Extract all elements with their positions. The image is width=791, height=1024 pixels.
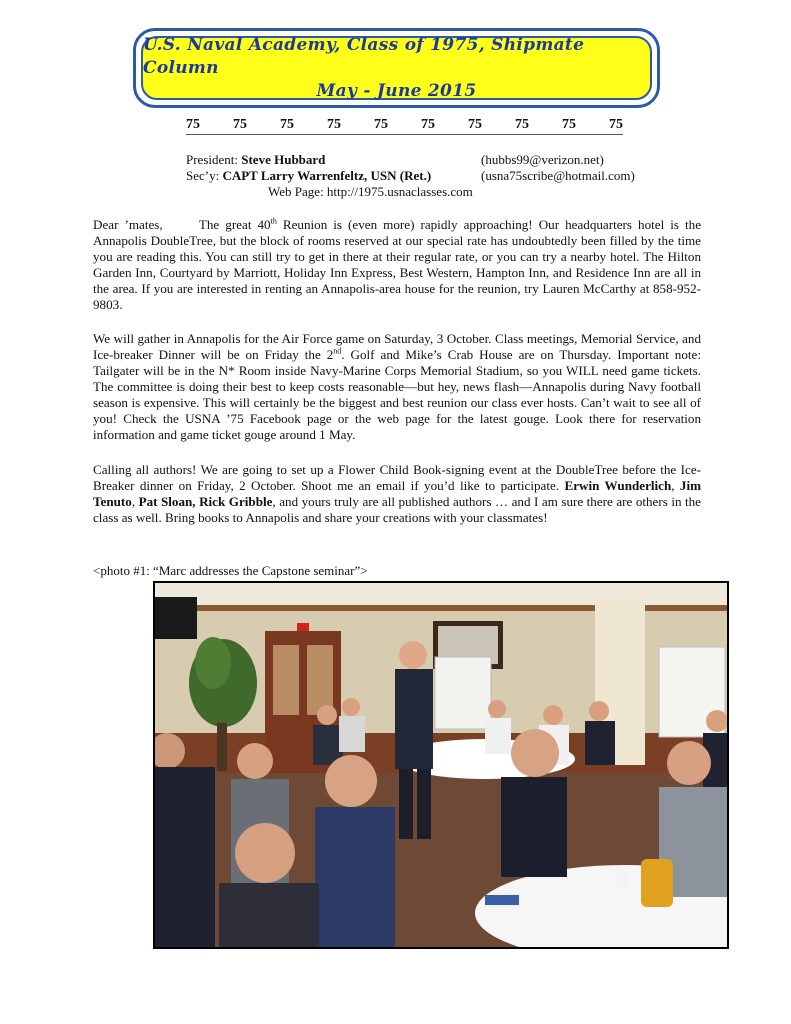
class-year-mark: 75 (186, 117, 200, 132)
para1-text-a: The great 40 (198, 217, 271, 232)
para1-sup: th (270, 216, 277, 226)
para1-text-b: Reunion is (even more) rapidly approaching! Our headquarters hotel is the Annapolis DoubleTree, but the block of rooms reserved at our special rate has undoubtedly been filled by the time you are reading this. You can still try to get in there at their regular rate, or you can try a nearby hotel. The Hilton Garden Inn, Courtyard by Marriott, Holiday Inn Express, Best Western, Hampton Inn, and Residence Inn are all in the area. If you are interested in renting an Annapolis-area house for the reunion, try Lauren McCarthy at 858-952-9803. (93, 217, 702, 312)
president-email[interactable]: (hubbs99@verizon.net) (481, 152, 604, 167)
author-wunderlich: Erwin Wunderlich (564, 478, 672, 493)
greeting: Dear ’mates, (93, 217, 163, 232)
para2-sup: nd (333, 346, 342, 356)
author-sloan-gribble: Pat Sloan, Rick Gribble (138, 494, 273, 509)
author-tenuto: Jim Tenuto (93, 478, 701, 509)
para3-sep2: , (131, 494, 139, 509)
web-page-label: Web Page: (268, 184, 324, 199)
authors-paragraph (93, 462, 701, 526)
column-banner (133, 28, 660, 108)
secretary-row (186, 168, 656, 184)
para2-text-b: . Golf and Mike’s Crab House are on Thursday. Important note: Tailgater will be in the N* Room inside Navy-Marine Corps Memorial Stadium, so you WILL need game tickets. The committee is doing their best to keep costs reasonable—but hey, news flash—Annapolis during Navy football season is expensive. This will certainly be the biggest and best reunion our class ever hosts. Can’t wait to see all of you! Check the USNA ’75 Facebook page or the web page for the latest gouge. Look there for reservation information and game ticket gouge around 1 May. (93, 347, 701, 442)
web-page-row (186, 184, 738, 200)
banner-title: U.S. Naval Academy, Class of 1975, Shipmate Column (143, 34, 585, 78)
secretary-email[interactable]: (usna75scribe@hotmail.com) (481, 168, 635, 183)
class-year-mark: 75 (468, 117, 482, 132)
president-row (186, 152, 656, 168)
class-year-mark: 75 (280, 117, 294, 132)
president-name: Steve Hubbard (241, 152, 326, 167)
class-year-mark: 75 (515, 117, 529, 132)
president-label: President: (186, 152, 238, 167)
column-banner-inner (141, 36, 652, 100)
para3-sep1: , (671, 478, 680, 493)
class-year-mark: 75 (327, 117, 341, 132)
reunion-hotel-paragraph (93, 217, 701, 313)
class-year-mark: 75 (421, 117, 435, 132)
secretary-name: CAPT Larry Warrenfeltz, USN (Ret.) (222, 168, 432, 183)
secretary-label: Sec’y: (186, 168, 220, 183)
class-year-mark: 75 (374, 117, 388, 132)
photo-caption: <photo #1: “Marc addresses the Capstone seminar”> (93, 563, 368, 578)
class-year-mark: 75 (562, 117, 576, 132)
web-page-link[interactable]: http://1975.usnaclasses.com (326, 184, 473, 199)
para3-text-a: Calling all authors! We are going to set up a Flower Child Book-signing event at the DoubleTree before the Ice-Breaker dinner on Friday, 2 October. Shoot me an email if you’d like to participate. (93, 462, 701, 493)
banner-date: May - June 2015 (316, 80, 477, 101)
reunion-schedule-paragraph (93, 331, 701, 443)
para2-text-a: We will gather in Annapolis for the Air Force game on Saturday, 3 October. Class meetings, Memorial Service, and Ice-breaker Dinner will be on Friday the 2 (93, 331, 701, 362)
seminar-photo-illustration (155, 583, 727, 947)
class-year-mark: 75 (609, 117, 623, 132)
class-year-mark: 75 (233, 117, 247, 132)
officer-block (186, 152, 738, 200)
seminar-photo (153, 581, 729, 949)
class-year-row (186, 117, 623, 135)
para3-text-b: , and yours truly are all published authors … and I am sure there are others in the class as well. Bring books to Annapolis and share your creations with your classmates! (93, 494, 701, 525)
